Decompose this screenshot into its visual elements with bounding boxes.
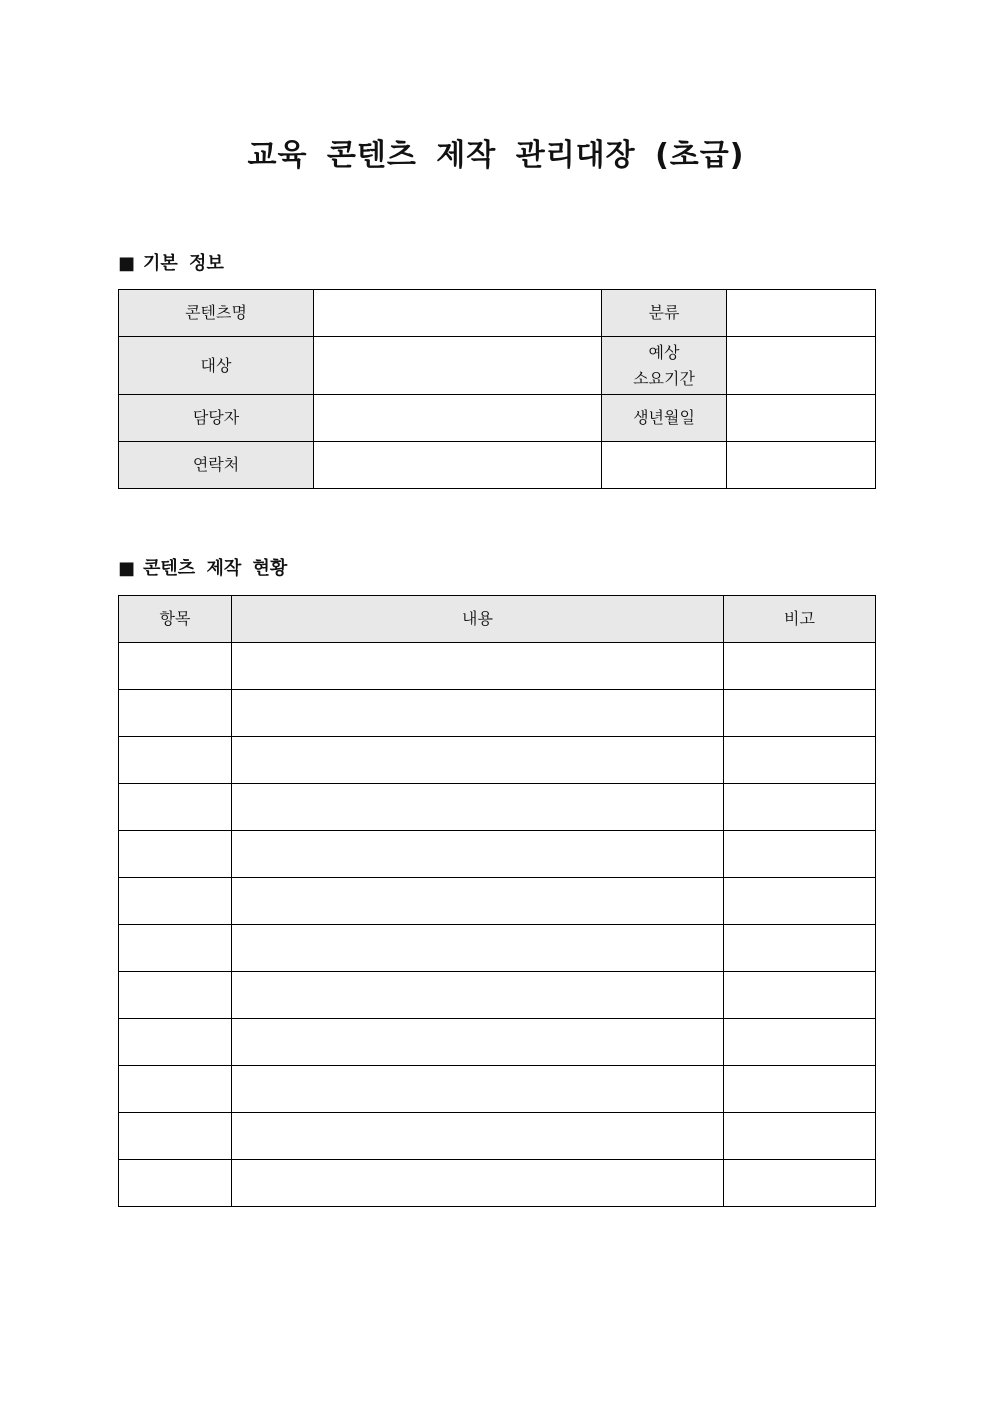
remarks-cell[interactable] [724, 1113, 876, 1160]
item-cell[interactable] [119, 1113, 232, 1160]
square-bullet-icon: ■ [118, 558, 136, 579]
table-row [119, 1160, 876, 1207]
item-cell[interactable] [119, 1160, 232, 1207]
content-cell[interactable] [232, 972, 724, 1019]
basic-info-row [119, 290, 876, 337]
birth-date-label: 생년월일 [602, 395, 727, 442]
item-cell[interactable] [119, 690, 232, 737]
content-cell[interactable] [232, 1066, 724, 1113]
basic-info-row [119, 395, 876, 442]
contact-field[interactable] [314, 442, 602, 489]
item-cell[interactable] [119, 972, 232, 1019]
table-row [119, 831, 876, 878]
manager-field[interactable] [314, 395, 602, 442]
table-row [119, 925, 876, 972]
production-status-heading-text: 콘텐츠 제작 현황 [143, 558, 288, 579]
table-row [119, 643, 876, 690]
table-row [119, 1113, 876, 1160]
column-header-remarks: 비고 [724, 596, 876, 643]
content-cell[interactable] [232, 831, 724, 878]
basic-info-row [119, 337, 876, 395]
expected-duration-field[interactable] [727, 337, 876, 395]
content-cell[interactable] [232, 1160, 724, 1207]
content-cell[interactable] [232, 878, 724, 925]
remarks-cell[interactable] [724, 737, 876, 784]
expected-duration-label-line1: 예상 [648, 342, 680, 362]
table-row [119, 1066, 876, 1113]
target-label: 대상 [119, 337, 314, 395]
contact-label: 연락처 [119, 442, 314, 489]
category-label: 분류 [602, 290, 727, 337]
remarks-cell[interactable] [724, 784, 876, 831]
column-header-item: 항목 [119, 596, 232, 643]
expected-duration-label [602, 337, 727, 395]
basic-info-heading-text: 기본 정보 [143, 253, 224, 274]
content-cell[interactable] [232, 1019, 724, 1066]
table-row [119, 737, 876, 784]
item-cell[interactable] [119, 643, 232, 690]
empty-cell[interactable] [602, 442, 727, 489]
item-cell[interactable] [119, 831, 232, 878]
item-cell[interactable] [119, 784, 232, 831]
column-header-content: 내용 [232, 596, 724, 643]
birth-date-field[interactable] [727, 395, 876, 442]
remarks-cell[interactable] [724, 1066, 876, 1113]
table-row [119, 1019, 876, 1066]
remarks-cell[interactable] [724, 1160, 876, 1207]
table-row [119, 784, 876, 831]
basic-info-row [119, 442, 876, 489]
target-field[interactable] [314, 337, 602, 395]
content-cell[interactable] [232, 690, 724, 737]
remarks-cell[interactable] [724, 831, 876, 878]
remarks-cell[interactable] [724, 972, 876, 1019]
remarks-cell[interactable] [724, 878, 876, 925]
production-status-body [119, 643, 876, 1207]
item-cell[interactable] [119, 1019, 232, 1066]
square-bullet-icon: ■ [118, 253, 136, 274]
document-title: 교육 콘텐츠 제작 관리대장 (초급) [247, 138, 745, 173]
remarks-cell[interactable] [724, 925, 876, 972]
manager-label: 담당자 [119, 395, 314, 442]
remarks-cell[interactable] [724, 643, 876, 690]
basic-info-table [118, 289, 876, 489]
table-row [119, 878, 876, 925]
table-row [119, 690, 876, 737]
item-cell[interactable] [119, 925, 232, 972]
category-field[interactable] [727, 290, 876, 337]
basic-info-heading [118, 251, 224, 277]
content-cell[interactable] [232, 643, 724, 690]
item-cell[interactable] [119, 737, 232, 784]
content-cell[interactable] [232, 784, 724, 831]
content-cell[interactable] [232, 1113, 724, 1160]
empty-cell[interactable] [727, 442, 876, 489]
remarks-cell[interactable] [724, 1019, 876, 1066]
production-status-table [118, 595, 876, 1207]
expected-duration-label-line2: 소요기간 [633, 368, 695, 388]
remarks-cell[interactable] [724, 690, 876, 737]
content-cell[interactable] [232, 925, 724, 972]
table-header-row [119, 596, 876, 643]
item-cell[interactable] [119, 1066, 232, 1113]
content-name-field[interactable] [314, 290, 602, 337]
content-cell[interactable] [232, 737, 724, 784]
item-cell[interactable] [119, 878, 232, 925]
content-name-label: 콘텐츠명 [119, 290, 314, 337]
production-status-heading [118, 556, 287, 582]
table-row [119, 972, 876, 1019]
